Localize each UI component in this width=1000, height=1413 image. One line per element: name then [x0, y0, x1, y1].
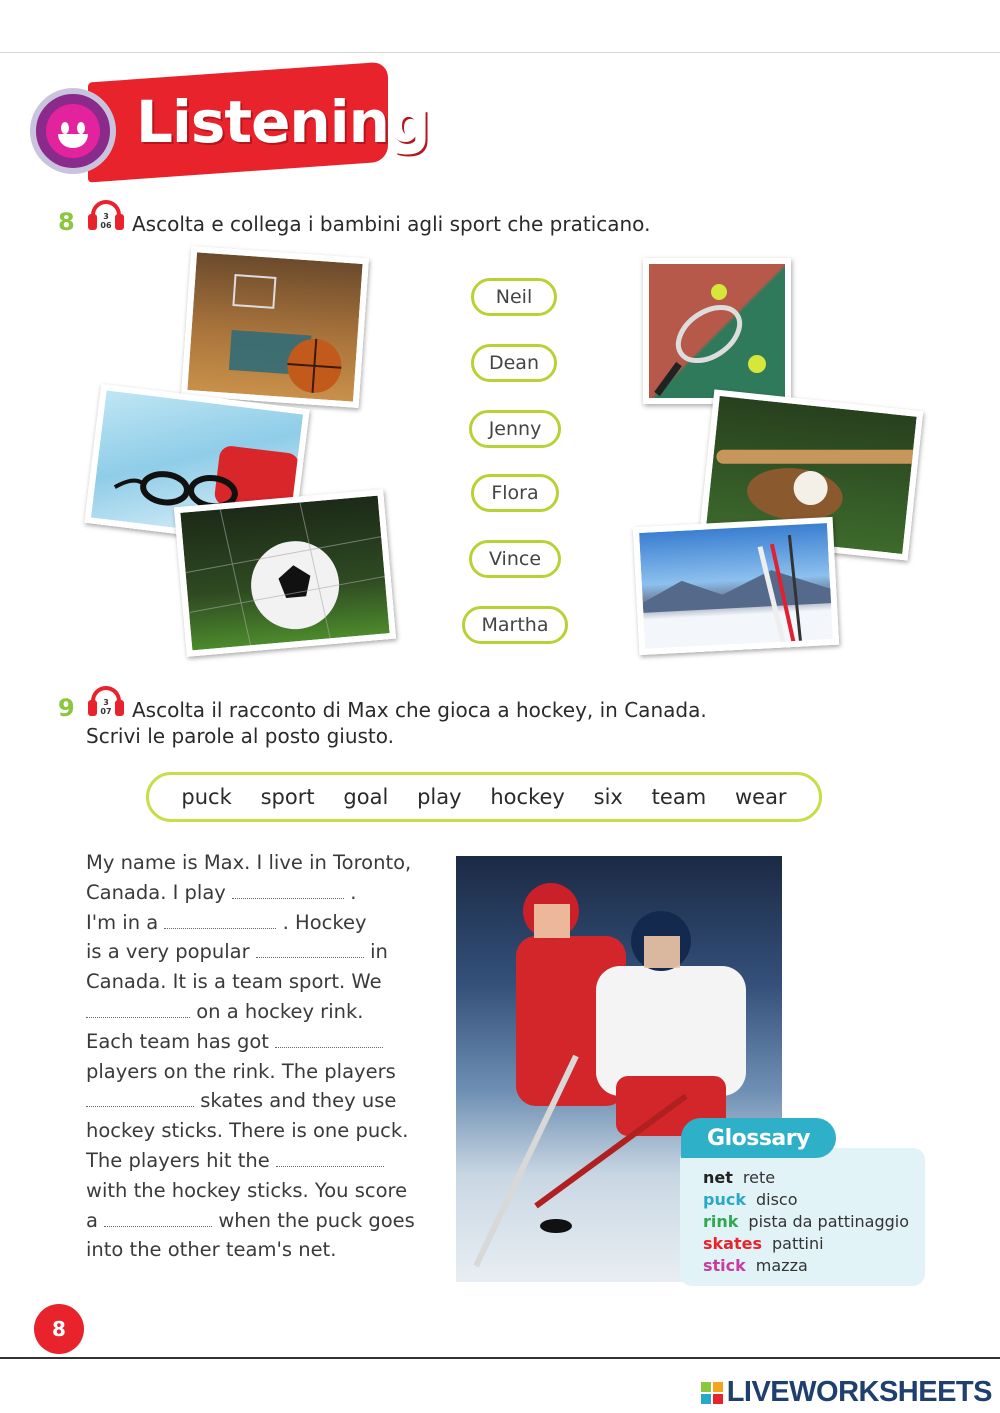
answer-blank-7[interactable]: [276, 1149, 384, 1167]
top-divider: [0, 52, 1000, 53]
answer-blank-2[interactable]: [164, 911, 276, 929]
word-bank-item: puck: [181, 785, 232, 809]
bottom-divider: [0, 1357, 1000, 1359]
name-pill-vince[interactable]: Vince: [469, 540, 561, 578]
glossary-entry: skates pattini: [703, 1234, 824, 1253]
word-bank-item: wear: [734, 785, 787, 809]
page-number: 8: [34, 1304, 84, 1354]
exercise-9-number: 9: [58, 694, 75, 722]
name-pill-neil[interactable]: Neil: [471, 278, 557, 316]
glossary-entry: rink pista da pattinaggio: [703, 1212, 909, 1231]
glossary-entry: puck disco: [703, 1190, 798, 1209]
exercise-9-instruction-line1: Ascolta il racconto di Max che gioca a hockey, in Canada.: [132, 698, 707, 722]
word-bank-item: goal: [343, 785, 389, 809]
answer-blank-4[interactable]: [86, 1000, 190, 1018]
name-pill-dean[interactable]: Dean: [471, 344, 557, 382]
name-pill-martha[interactable]: Martha: [462, 606, 568, 644]
smiley-headset-icon: [30, 88, 116, 174]
liveworksheets-logo[interactable]: LIVEWORKSHEETS: [701, 1376, 992, 1409]
glossary-title: Glossary: [681, 1118, 836, 1158]
word-bank: [146, 772, 822, 822]
word-bank-item: sport: [260, 785, 315, 809]
headphones-icon[interactable]: 3 06: [87, 200, 125, 232]
name-pill-flora[interactable]: Flora: [471, 474, 559, 512]
glossary-entry: net rete: [703, 1168, 776, 1187]
soccer-ball-photo: [174, 489, 396, 657]
word-bank-item: team: [651, 785, 707, 809]
glossary-entry: stick mazza: [703, 1256, 808, 1275]
answer-blank-3[interactable]: [256, 940, 364, 958]
answer-blank-5[interactable]: [275, 1030, 383, 1048]
word-bank-item: hockey: [490, 785, 565, 809]
story-text: My name is Max. I live in Toronto, Canada. I play . I'm in a . Hockey is a very popular in Canada. It is a team sport. We on a hockey rink. Each team has got players on the rink. The players skates and they use hockey sticks. There is one puck. The players hit the with the hockey sticks. You score a when the puck goes into the other team's net.: [86, 851, 415, 1262]
answer-blank-1[interactable]: [232, 881, 344, 899]
exercise-8-number: 8: [58, 208, 75, 236]
skiing-photo: [633, 517, 839, 655]
basketball-photo: [181, 246, 369, 408]
tennis-photo: [643, 258, 791, 404]
exercise-8-instruction: Ascolta e collega i bambini agli sport che praticano.: [132, 212, 651, 236]
word-bank-item: six: [593, 785, 623, 809]
exercise-9-instruction-line2: Scrivi le parole al posto giusto.: [86, 724, 395, 748]
answer-blank-8[interactable]: [104, 1209, 212, 1227]
answer-blank-6[interactable]: [86, 1089, 194, 1107]
headphones-icon[interactable]: 3 07: [87, 686, 125, 718]
name-pill-jenny[interactable]: Jenny: [469, 410, 561, 448]
word-bank-item: play: [417, 785, 462, 809]
liveworksheets-logo-icon: [701, 1382, 723, 1404]
section-title: Listening: [136, 88, 430, 156]
